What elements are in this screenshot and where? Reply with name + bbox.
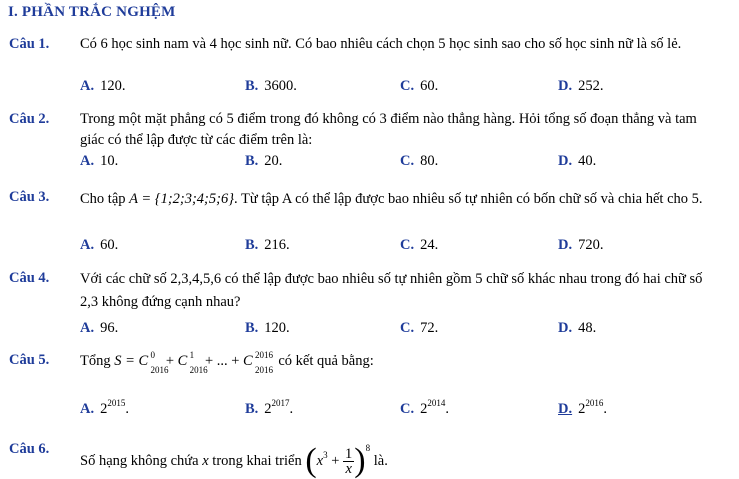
option-d: D. 720. xyxy=(558,237,604,253)
set-expression: A = {1;2;3;4;5;6} xyxy=(129,191,235,207)
question-text: Số hạng không chứa x trong khai triển ($x^3$ + $\frac{1}{x}$ )$^8$ là. xyxy=(80,442,388,479)
option-a: A. 120. xyxy=(80,78,126,94)
question-label: Câu 1. xyxy=(9,36,50,52)
section-title: I. PHẦN TRẮC NGHỆM xyxy=(8,4,176,20)
option-c: C. 60. xyxy=(400,78,439,94)
question-label: Câu 5. xyxy=(9,352,50,368)
question-text: Với các chữ số 2,3,4,5,6 có thể lập được bao nhiêu số tự nhiên gồm 5 chữ số khác nhau trong đó hai chữ số 2,3 không đứng cạnh nhau? xyxy=(80,271,703,310)
binomial-expression: ($x^3$ + $\frac{1}{x}$ )$^8$ xyxy=(305,442,371,479)
option-b: B. 120. xyxy=(245,320,290,336)
option-c: C. $2^{2014}$. xyxy=(400,398,449,417)
option-b: B. 20. xyxy=(245,153,283,169)
option-c: C. 80. xyxy=(400,153,439,169)
question-label: Câu 2. xyxy=(9,111,50,127)
question-label: Câu 6. xyxy=(9,441,50,457)
option-b: B. 3600. xyxy=(245,78,297,94)
question-label: Câu 4. xyxy=(9,270,50,286)
option-d: D. 48. xyxy=(558,320,597,336)
option-d-correct: D. $2^{2016}$. xyxy=(558,398,607,417)
option-d: D. 252. xyxy=(558,78,604,94)
sum-expression: S = C 0 2016 + C 1 2016 + ... + C 2016 2016 xyxy=(114,350,274,375)
option-b: B. $2^{2017}$. xyxy=(245,398,294,417)
option-c: C. 72. xyxy=(400,320,439,336)
option-a: A. 60. xyxy=(80,237,119,253)
option-a: A. $2^{2015}$. xyxy=(80,398,129,417)
question-text: Trong một mặt phẳng có 5 điểm trong đó không có 3 điểm nào thẳng hàng. Hỏi tổng số đoạn thẳng và tam giác có thể lập được từ các điểm trên là: xyxy=(80,111,697,148)
option-c: C. 24. xyxy=(400,237,439,253)
question-label: Câu 3. xyxy=(9,189,50,205)
option-a: A. 96. xyxy=(80,320,119,336)
option-a: A. 10. xyxy=(80,153,119,169)
option-b: B. 216. xyxy=(245,237,290,253)
question-text: Có 6 học sinh nam và 4 học sinh nữ. Có bao nhiêu cách chọn 5 học sinh sao cho số học sinh nữ là số lẻ. xyxy=(80,36,682,52)
question-text: Tổng S = C 0 2016 + C 1 2016 + ... + C 2016 2016 có kết quả bằng: xyxy=(80,350,374,375)
option-d: D. 40. xyxy=(558,153,597,169)
question-text: Cho tập A = {1;2;3;4;5;6}. Từ tập A có thể lập được bao nhiêu số tự nhiên có bốn chữ số và chia hết cho 5. xyxy=(80,191,703,207)
